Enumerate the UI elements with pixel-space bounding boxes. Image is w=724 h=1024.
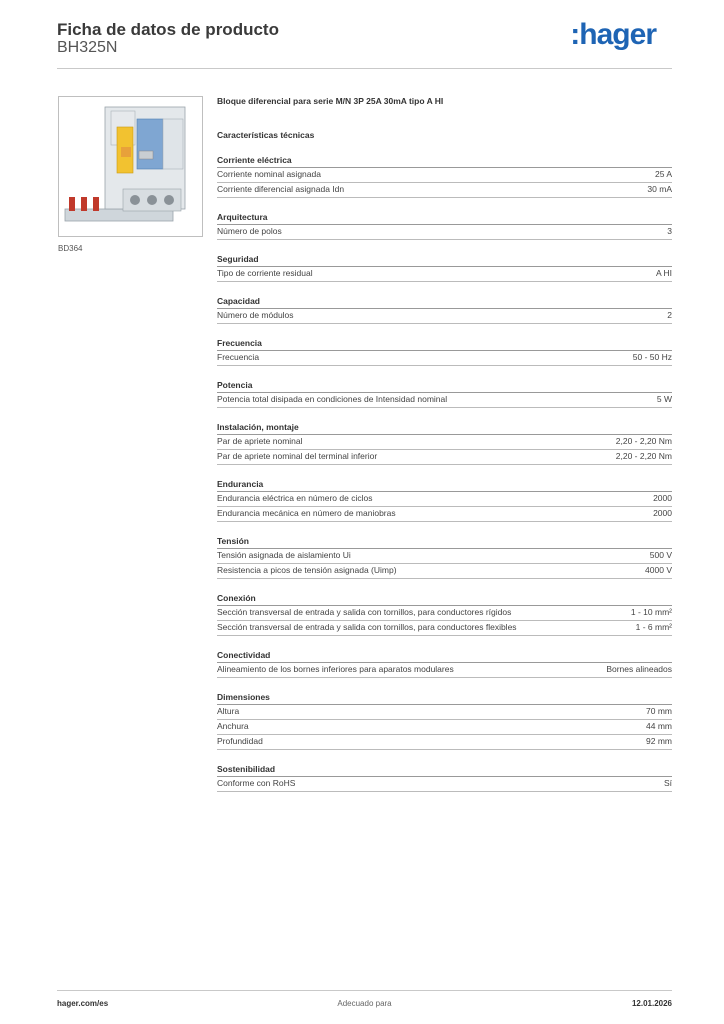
spec-value: 70 mm: [646, 706, 672, 716]
spec-row: [217, 777, 672, 792]
spec-row: [217, 168, 672, 183]
spec-value: 25 A: [654, 169, 672, 179]
spec-row: [217, 549, 672, 564]
section-title: Tensión: [217, 535, 672, 549]
section-title: Arquitectura: [217, 211, 672, 225]
spec-row: [217, 267, 672, 282]
spec-value: 50 - 50 Hz: [632, 352, 672, 362]
spec-label: Endurancia mecánica en número de maniobras: [217, 508, 396, 518]
spec-value: 5 W: [656, 394, 672, 404]
spec-row: [217, 351, 672, 366]
spec-label: Endurancia eléctrica en número de ciclos: [217, 493, 373, 503]
spec-value: 3: [667, 226, 672, 236]
spec-section: [217, 379, 672, 408]
logo-text: hager: [579, 18, 656, 51]
spec-row: [217, 393, 672, 408]
section-title: Sostenibilidad: [217, 763, 672, 777]
section-title: Conectividad: [217, 649, 672, 663]
spec-value: 500 V: [649, 550, 672, 560]
spec-value: A HI: [655, 268, 672, 278]
specs-heading: Características técnicas: [217, 130, 315, 140]
section-title: Endurancia: [217, 478, 672, 492]
spec-value: 2,20 - 2,20 Nm: [615, 451, 672, 461]
spec-section: [217, 295, 672, 324]
spec-row: [217, 507, 672, 522]
section-title: Capacidad: [217, 295, 672, 309]
image-caption: BD364: [58, 244, 83, 253]
section-title: Dimensiones: [217, 691, 672, 705]
spec-section: [217, 421, 672, 465]
spec-row: [217, 492, 672, 507]
spec-value: 2000: [653, 493, 672, 503]
spec-label: Tensión asignada de aislamiento Ui: [217, 550, 351, 560]
spec-section: [217, 535, 672, 579]
spec-label: Frecuencia: [217, 352, 260, 362]
footer-suitable-for: Adecuado para: [337, 999, 392, 1008]
section-title: Corriente eléctrica: [217, 154, 672, 168]
spec-section: [217, 253, 672, 282]
spec-label: Resistencia a picos de tensión asignada (Uimp): [217, 565, 397, 575]
spec-value: 4000 V: [645, 565, 672, 575]
section-title: Conexión: [217, 592, 672, 606]
spec-section: [217, 691, 672, 750]
spec-value: 1 - 6 mm²: [635, 622, 672, 632]
spec-label: Corriente nominal asignada: [217, 169, 321, 179]
doc-title: Ficha de datos de producto: [57, 20, 279, 39]
spec-value: Sí: [663, 778, 672, 788]
spec-value: 2000: [653, 508, 672, 518]
spec-label: Corriente diferencial asignada Idn: [217, 184, 345, 194]
section-title: Potencia: [217, 379, 672, 393]
spec-value: 92 mm: [646, 736, 672, 746]
spec-label: Sección transversal de entrada y salida con tornillos, para conductores flexibles: [217, 622, 517, 632]
spec-label: Sección transversal de entrada y salida con tornillos, para conductores rígidos: [217, 607, 512, 617]
spec-section: [217, 337, 672, 366]
footer-website: hager.com/es: [57, 999, 109, 1008]
spec-row: [217, 183, 672, 198]
spec-row: [217, 225, 672, 240]
spec-section: [217, 211, 672, 240]
spec-row: [217, 621, 672, 636]
spec-label: Tipo de corriente residual: [217, 268, 313, 278]
product-image: [58, 96, 203, 237]
spec-row: [217, 735, 672, 750]
spec-row: [217, 435, 672, 450]
spec-label: Número de polos: [217, 226, 282, 236]
spec-label: Par de apriete nominal: [217, 436, 303, 446]
section-title: Instalación, montaje: [217, 421, 672, 435]
page-header: [57, 20, 672, 70]
spec-value: 30 mA: [647, 184, 672, 194]
spec-label: Alineamiento de los bornes inferiores para aparatos modulares: [217, 664, 454, 674]
product-illustration: [59, 97, 202, 236]
product-description: Bloque diferencial para serie M/N 3P 25A 30mA tipo A HI: [217, 96, 444, 106]
section-title: Frecuencia: [217, 337, 672, 351]
spec-value: 2: [667, 310, 672, 320]
spec-section: [217, 649, 672, 678]
page-footer: [57, 990, 672, 1011]
spec-row: [217, 606, 672, 621]
footer-date: 12.01.2026: [631, 999, 672, 1008]
spec-section: [217, 763, 672, 792]
spec-value: 2,20 - 2,20 Nm: [615, 436, 672, 446]
spec-row: [217, 663, 672, 678]
spec-label: Anchura: [217, 721, 249, 731]
spec-label: Altura: [217, 706, 240, 716]
spec-row: [217, 705, 672, 720]
product-code: BH325N: [57, 39, 118, 56]
spec-row: [217, 450, 672, 465]
spec-row: [217, 720, 672, 735]
spec-label: Profundidad: [217, 736, 263, 746]
spec-label: Potencia total disipada en condiciones de Intensidad nominal: [217, 394, 448, 404]
spec-row: [217, 564, 672, 579]
spec-section: [217, 478, 672, 522]
spec-value: 44 mm: [646, 721, 672, 731]
spec-row: [217, 309, 672, 324]
spec-label: Número de módulos: [217, 310, 294, 320]
section-title: Seguridad: [217, 253, 672, 267]
spec-label: Conforme con RoHS: [217, 778, 296, 788]
spec-value: 1 - 10 mm²: [630, 607, 672, 617]
hager-logo: :hager: [570, 18, 656, 51]
header-divider: [57, 68, 672, 69]
spec-section: [217, 154, 672, 198]
spec-sections: [217, 154, 672, 792]
spec-content: [217, 96, 672, 792]
spec-value: Bornes alineados: [606, 664, 672, 674]
spec-label: Par de apriete nominal del terminal inferior: [217, 451, 378, 461]
spec-section: [217, 592, 672, 636]
